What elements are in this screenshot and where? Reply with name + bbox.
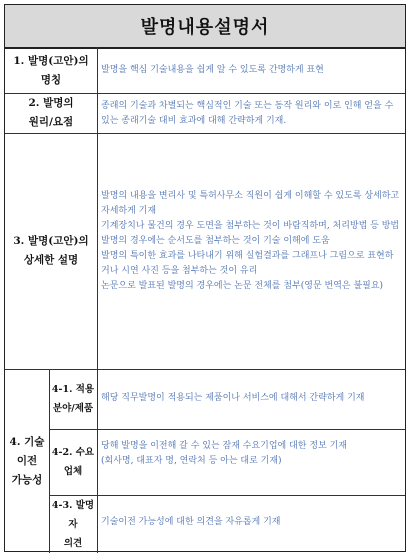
document-title: 발명내용설명서 (5, 5, 405, 49)
content-line: 발명의 내용을 변리사 및 특허사무소 직원이 쉽게 이해할 수 있도록 상세하고 자세하게 기재 (101, 191, 400, 216)
invention-description-form (4, 4, 406, 552)
content-line: 해당 직무발명이 적용되는 제품이나 서비스에 대해서 간략하게 기재 (101, 393, 365, 403)
row-content-invention-name (97, 63, 405, 78)
subrow-content-inventor-opinion (97, 515, 405, 530)
row-content-principle (97, 99, 405, 129)
subrow-content-application-field (97, 391, 405, 406)
content-line: 당해 발명을 이전해 갈 수 있는 잠재 수요기업에 대한 정보 기재 (101, 441, 347, 451)
subrow-divider (49, 429, 405, 430)
subrow-label-demand-companies: 4-2. 수요 업체 (51, 447, 95, 477)
content-line: 종래의 기술과 차별되는 핵심적인 기술 또는 동작 원리와 이로 인해 얻을 수 있는 종래기술 대비 효과에 대해 간략하게 기재. (101, 101, 394, 126)
content-line: 발명을 핵심 기술내용을 쉽게 알 수 있도록 간명하게 표현 (101, 65, 324, 75)
content-line: (회사명, 대표자 명, 연락처 등 아는 대로 기재) (101, 456, 282, 466)
subrow-label-inventor-opinion: 4-3. 발명자 의견 (51, 499, 95, 549)
row-label-detailed-description: 3. 발명(고안)의 상세한 설명 (13, 235, 89, 266)
subrow-divider (49, 495, 405, 496)
row-label-tech-transfer: 4. 기술 이전 가능성 (9, 435, 45, 486)
subrow-label-application-field: 4-1. 적용 분야/제품 (51, 384, 95, 414)
row-label-principle: 2. 발명의 원리/요점 (28, 97, 74, 128)
row-label-invention-name: 1. 발명(고안)의 명칭 (13, 55, 89, 86)
subrow-content-demand-companies (97, 439, 405, 469)
content-line: 기술이전 가능성에 대한 의견을 자유롭게 기재 (101, 517, 281, 527)
content-line: 논문으로 발표된 발명의 경우에는 논문 전체를 첨부(영문 번역은 불필요) (101, 281, 384, 291)
row-content-detailed-description (97, 189, 405, 294)
content-line: 발명의 특이한 효과를 나타내기 위해 실험결과를 그래프나 그림으로 표현하거나 시연 사진 등을 첨부하는 것이 유리 (101, 251, 394, 276)
content-line: 기계장치나 물건의 경우 도면을 첨부하는 것이 바람직하며, 처리방법 등 방법 발명의 경우에는 순서도를 첨부하는 것이 기술 이해에 도움 (101, 221, 400, 246)
